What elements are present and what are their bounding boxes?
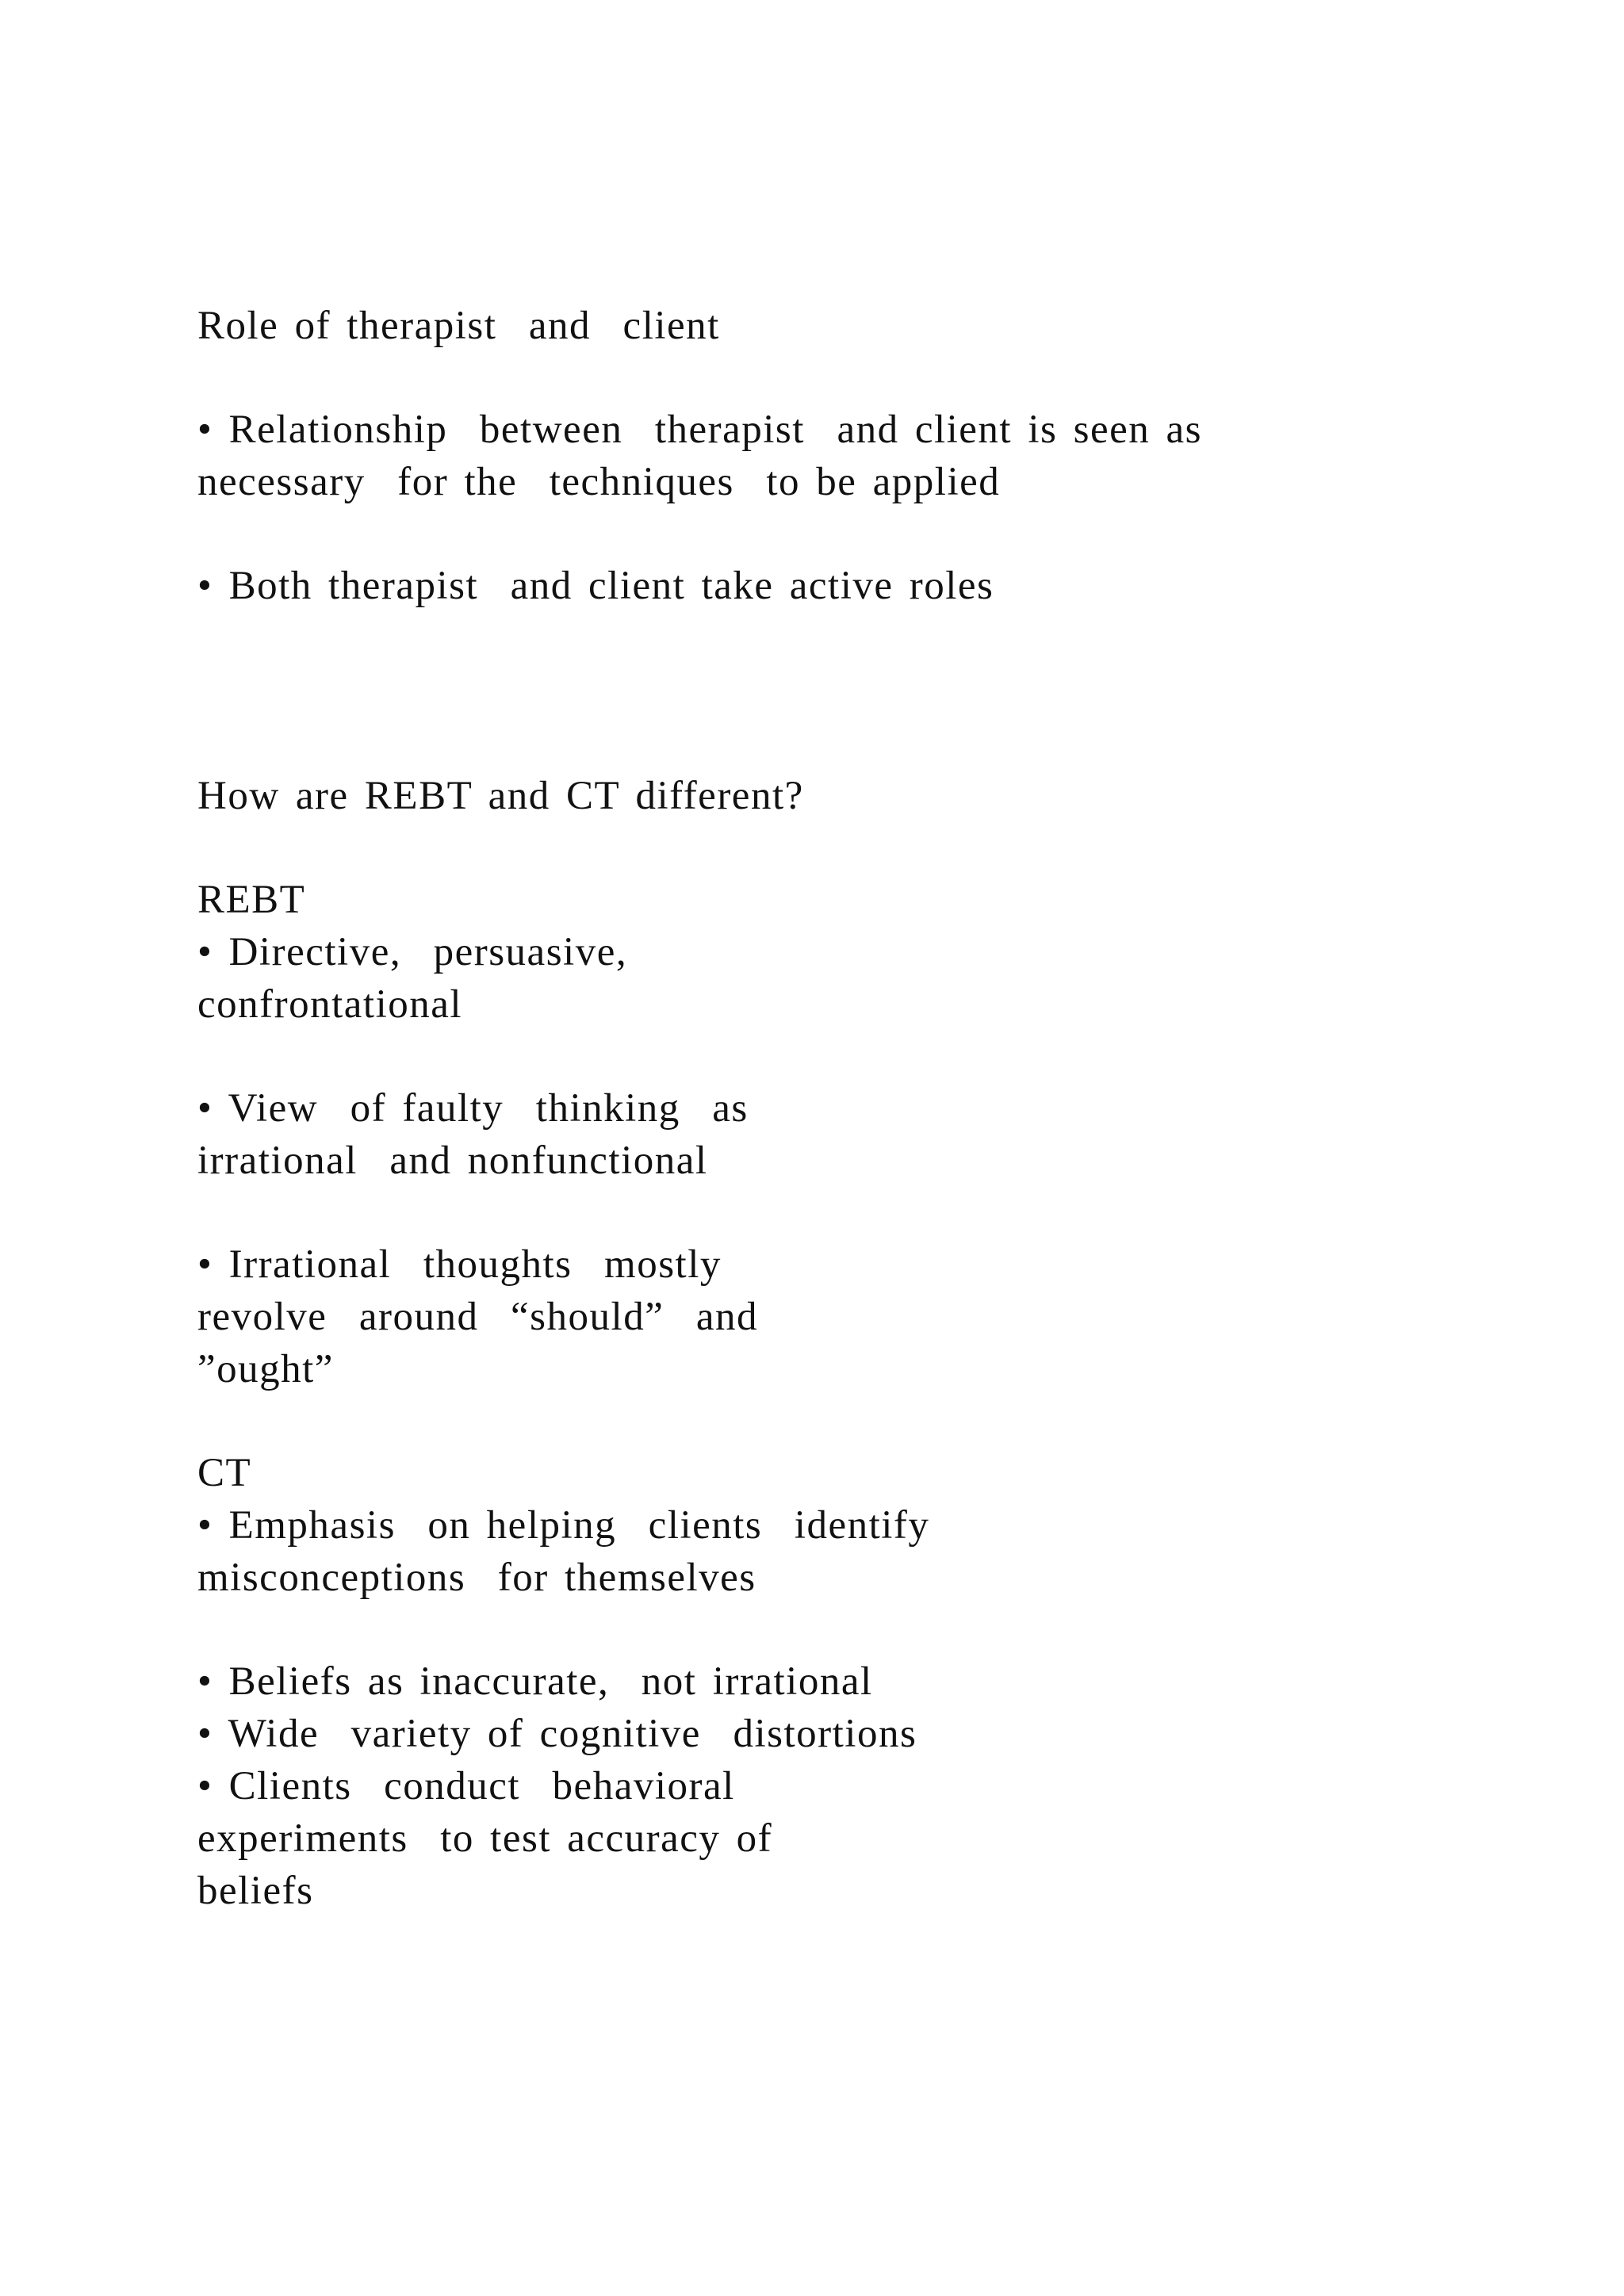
- role-bullet-relationship-line2: necessary for the techniques to be applied: [197, 460, 1001, 504]
- ct-bullet-distortions: • Wide variety of cognitive distortions: [197, 1712, 917, 1756]
- rebt-bullet-faulty-thinking-line2: irrational and nonfunctional: [197, 1138, 708, 1183]
- difference-heading: How are REBT and CT different?: [197, 774, 804, 818]
- ct-bullet-beliefs: • Beliefs as inaccurate, not irrational: [197, 1659, 873, 1704]
- rebt-bullet-directive-line1: • Directive, persuasive,: [197, 930, 628, 974]
- role-heading: Role of therapist and client: [197, 304, 720, 348]
- rebt-bullet-faulty-thinking-line1: • View of faulty thinking as: [197, 1086, 749, 1131]
- rebt-bullet-irrational-line1: • Irrational thoughts mostly: [197, 1242, 722, 1287]
- rebt-bullet-irrational-line2: revolve around “should” and: [197, 1295, 758, 1339]
- ct-bullet-emphasis-line2: misconceptions for themselves: [197, 1556, 756, 1600]
- role-bullet-relationship-line1: • Relationship between therapist and client is seen as: [197, 408, 1202, 452]
- role-bullet-active-roles: • Both therapist and client take active roles: [197, 564, 994, 608]
- rebt-label: REBT: [197, 878, 306, 922]
- ct-bullet-experiments-line3: beliefs: [197, 1869, 314, 1913]
- rebt-bullet-directive-line2: confrontational: [197, 982, 463, 1027]
- ct-bullet-experiments-line2: experiments to test accuracy of: [197, 1816, 773, 1861]
- ct-bullet-emphasis-line1: • Emphasis on helping clients identify: [197, 1503, 930, 1548]
- rebt-bullet-irrational-line3: ”ought”: [197, 1347, 334, 1391]
- ct-label: CT: [197, 1451, 252, 1495]
- ct-bullet-experiments-line1: • Clients conduct behavioral: [197, 1764, 735, 1808]
